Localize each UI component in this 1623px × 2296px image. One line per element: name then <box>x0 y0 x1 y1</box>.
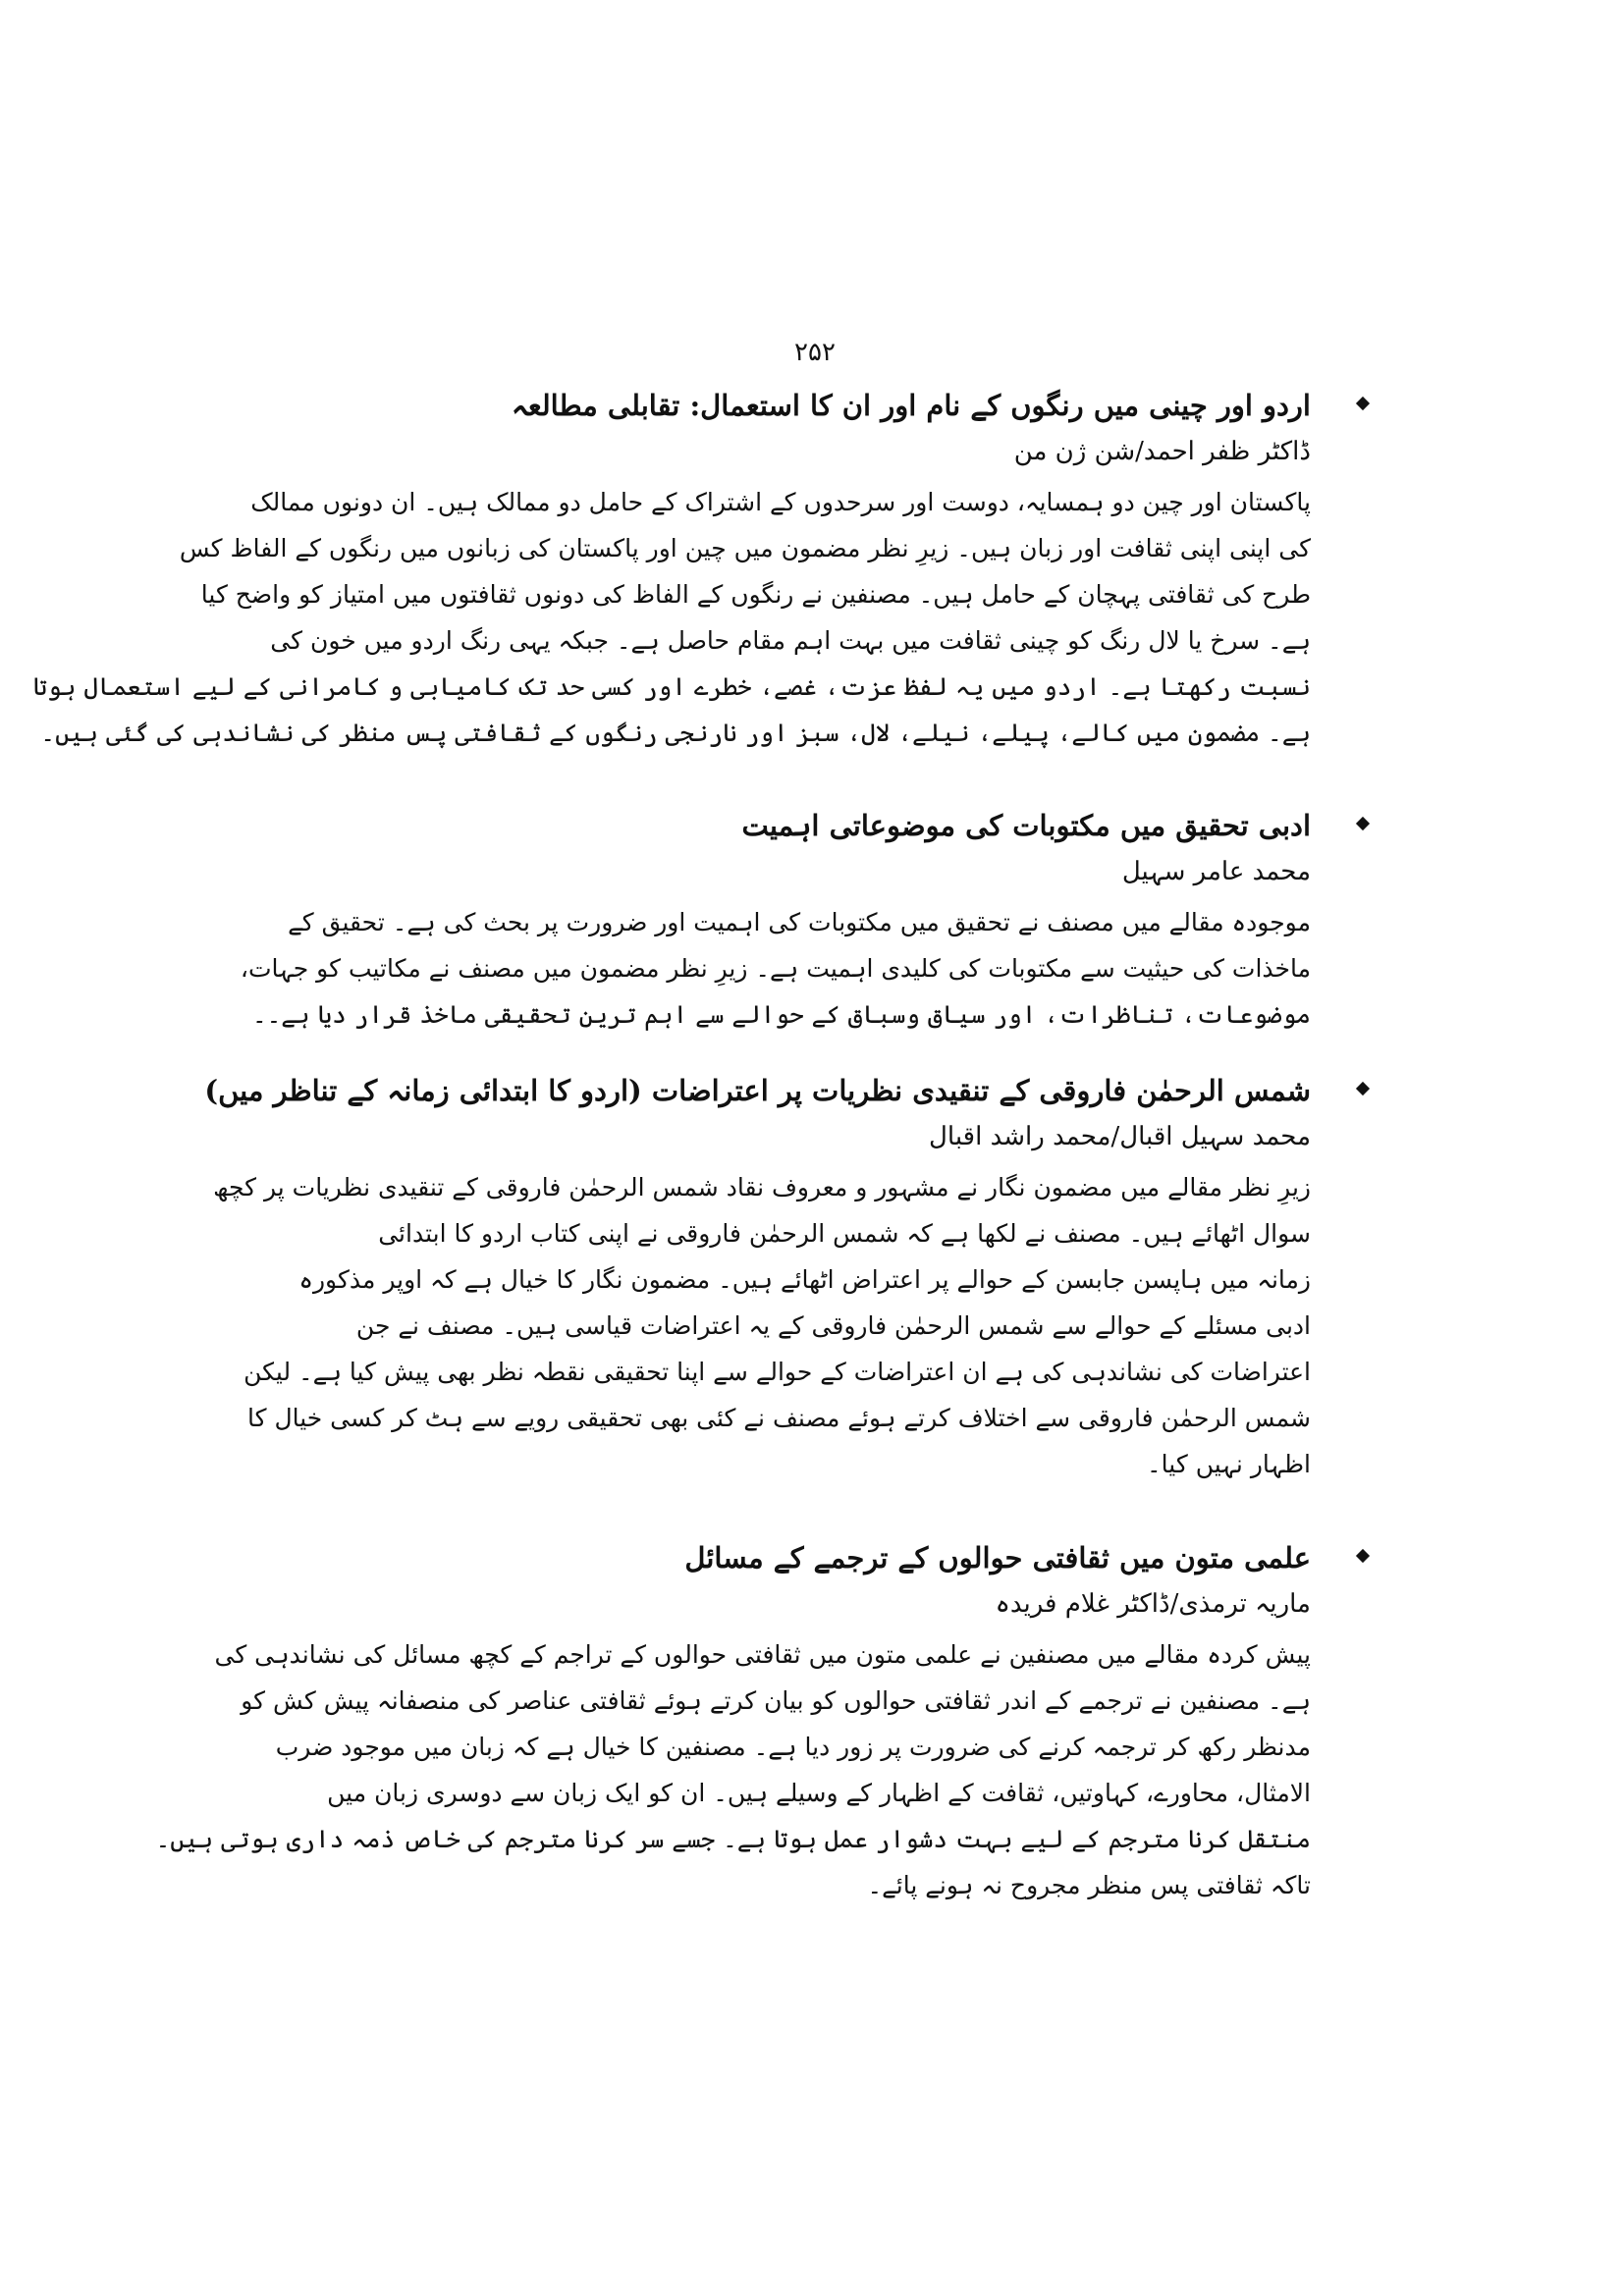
abstract-line: نسبت رکھتا ہے۔ اردو میں یہ لفظ عزت، غصے، خطرے اور کسی حد تک کامیابی و کامرانی کے لیے استعمال ہوتا <box>32 672 1311 701</box>
bullet-icon <box>1356 397 1370 410</box>
entry-title <box>309 1537 1311 1578</box>
abstract-line: تاکہ ثقافتی پس منظر مجروح نہ ہونے پائے۔ <box>867 1871 1311 1899</box>
bullet-icon <box>1356 1082 1370 1095</box>
entry-title-text: اردو اور چینی میں رنگوں کے نام اور ان کا استعمال: <box>689 389 1311 422</box>
abstract-line: کی اپنی اپنی ثقافت اور زبان ہیں۔ زیرِ نظر مضمون میں چین اور پاکستان کی زبانوں میں رنگوں کے الفاظ کس <box>179 534 1311 562</box>
abstract-line: الامثال، محاورے، کہاوتیں، ثقافت کے اظہار کے وسیلے ہیں۔ ان کو ایک زبان سے دوسری زبان میں <box>327 1779 1311 1807</box>
abstract-line: سوال اٹھائے ہیں۔ مصنف نے لکھا ہے کہ شمس الرحمٰن فاروقی نے اپنی کتاب اردو کا ابتدائی <box>378 1219 1311 1248</box>
entry-abstract <box>32 479 1311 756</box>
abstract-line: موجودہ مقالے میں مصنف نے تحقیق میں مکتوبات کی اہمیت اور ضرورت پر بحث کی ہے۔ تحقیق کے <box>288 908 1311 936</box>
entry-authors: محمد عامر سہیل <box>1121 857 1311 886</box>
entry-title-text: شمس الرحمٰن فاروقی کے تنقیدی نظریات پر اعتراضات <box>651 1074 1311 1107</box>
abstract-line: ہے۔ مصنفین نے ترجمے کے اندر ثقافتی حوالوں کو بیان کرتے ہوئے ثقافتی عناصر کی منصفانہ پیش کش کو <box>241 1686 1311 1715</box>
entry-title <box>309 805 1311 846</box>
abstract-line: زمانہ میں ہاپسن جابسن کے حوالے پر اعتراض اٹھائے ہیں۔ مضمون نگار کا خیال ہے کہ اوپر مذکورہ <box>298 1265 1311 1294</box>
abstract-line: ہے۔ سرخ یا لال رنگ کو چینی ثقافت میں بہت اہم مقام حاصل ہے۔ جبکہ یہی رنگ اردو میں خون کی <box>270 626 1311 655</box>
entry-4 <box>155 1537 1311 1908</box>
entry-authors: ماریہ ترمذی/ڈاکٹر غلام فریدہ <box>995 1589 1311 1619</box>
entry-title-text: ادبی تحقیق میں مکتوبات کی موضوعاتی اہمیت <box>741 809 1311 842</box>
abstract-line: پیش کردہ مقالے میں مصنفین نے علمی متون میں ثقافتی حوالوں کے تراجم کے کچھ مسائل کی نشاندہی کی <box>214 1640 1311 1669</box>
abstract-line: اظہار نہیں کیا۔ <box>1147 1450 1311 1478</box>
entry-abstract <box>155 1631 1311 1908</box>
entry-1 <box>32 385 1311 756</box>
entry-authors: ڈاکٹر ظفر احمد/شن ژن من <box>1013 437 1311 466</box>
abstract-line: ہے۔ مضمون میں کالے، پیلے، نیلے، لال، سبز اور نارنجی رنگوں کے ثقافتی پس منظر کی نشاندہی کی گئی ہیں۔ <box>40 719 1311 747</box>
abstract-line: طرح کی ثقافتی پہچان کے حامل ہیں۔ مصنفین نے رنگوں کے الفاظ کی دونوں ثقافتوں میں امتیاز کو واضح کیا <box>200 580 1311 609</box>
entry-abstract <box>240 899 1311 1038</box>
abstract-line: اعتراضات کی نشاندہی کی ہے ان اعتراضات کے حوالے سے اپنا تحقیقی نقطہ نظر بھی پیش کیا ہے۔ لیکن <box>243 1358 1311 1386</box>
entry-title <box>309 385 1311 426</box>
entry-abstract <box>213 1164 1311 1487</box>
abstract-line: ماخذات کی حیثیت سے مکتوبات کی کلیدی اہمیت ہے۔ زیرِ نظر مضمون میں مصنف نے مکاتیب کو جہات، <box>240 954 1311 983</box>
abstract-line: پاکستان اور چین دو ہمسایہ، دوست اور سرحدوں کے اشتراک کے حامل دو ممالک ہیں۔ ان دونوں ممالک <box>250 488 1311 516</box>
page-number: ۲۵۲ <box>794 338 836 367</box>
abstract-line: مدنظر رکھ کر ترجمہ کرنے کی ضرورت پر زور دیا ہے۔ مصنفین کا خیال ہے کہ زبان میں موجود ضرب <box>275 1733 1311 1761</box>
entry-title <box>204 1070 1311 1111</box>
abstract-line: ادبی مسئلے کے حوالے سے شمس الرحمٰن فاروقی کے یہ اعتراضات قیاسی ہیں۔ مصنف نے جن <box>355 1311 1311 1340</box>
bullet-icon <box>1356 817 1370 830</box>
entry-authors: محمد سہیل اقبال/محمد راشد اقبال <box>929 1122 1311 1151</box>
entry-subtitle: (اردو کا ابتدائی زمانہ کے تناظر میں) <box>204 1074 642 1107</box>
entry-title-text: علمی متون میں ثقافتی حوالوں کے ترجمے کے مسائل <box>684 1541 1311 1575</box>
entry-2 <box>240 805 1311 1038</box>
abstract-line: زیرِ نظر مقالے میں مضمون نگار نے مشہور و معروف نقاد شمس الرحمٰن فاروقی کے تنقیدی نظریات پر کچھ <box>213 1173 1311 1201</box>
abstract-line: منتقل کرنا مترجم کے لیے بہت دشوار عمل ہوتا ہے۔ جسے سر کرنا مترجم کی خاص ذمہ داری ہوتی ہیں۔ <box>155 1825 1311 1853</box>
entry-subtitle: تقابلی مطالعہ <box>511 389 680 422</box>
abstract-line: موضوعات، تناظرات، اور سیاق وسباق کے حوالے سے اہم ترین تحقیقی ماخذ قرار دیا ہے۔۔ <box>251 1000 1311 1029</box>
abstract-line: شمس الرحمٰن فاروقی سے اختلاف کرتے ہوئے مصنف نے کئی بھی تحقیقی رویے سے ہٹ کر کسی خیال کا <box>246 1404 1311 1432</box>
bullet-icon <box>1356 1549 1370 1563</box>
entry-3 <box>204 1070 1311 1487</box>
